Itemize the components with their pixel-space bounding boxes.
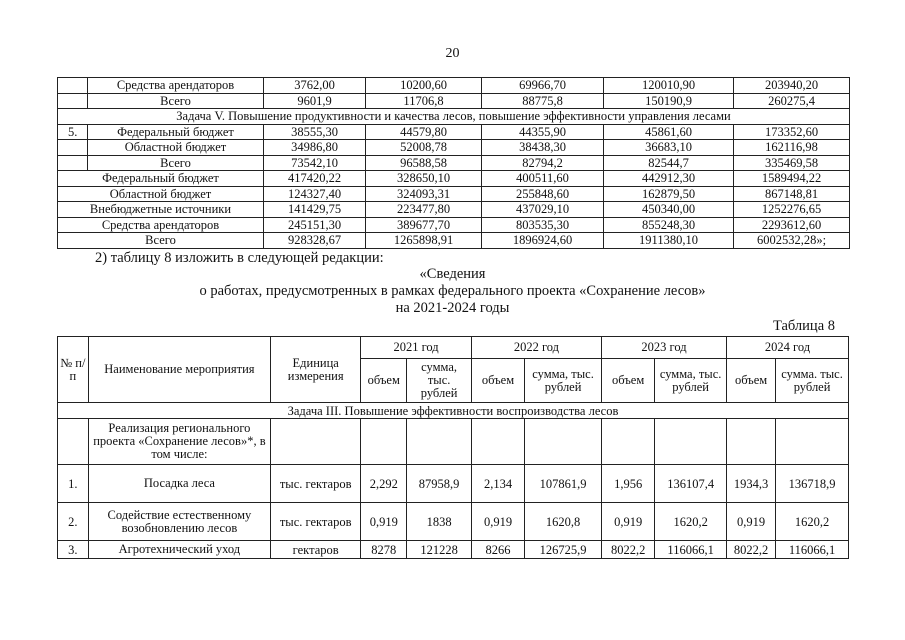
value-cell: 6002532,28»; (734, 233, 850, 249)
table-row (58, 109, 850, 125)
value-cell: 255848,60 (482, 186, 604, 202)
value-cell: 38555,30 (264, 124, 366, 140)
table-title-line1: «Сведения (419, 266, 486, 282)
value-cell: 162879,50 (604, 186, 734, 202)
table-row (58, 186, 850, 202)
table-row (58, 217, 850, 233)
value-cell: 9601,9 (264, 93, 366, 109)
table-row (58, 233, 850, 249)
empty-cell (776, 419, 849, 465)
value-cell: 1896924,60 (482, 233, 604, 249)
header-name: Наименование мероприятия (88, 337, 270, 403)
value-cell: 34986,80 (264, 140, 366, 156)
value-cell: 173352,60 (734, 124, 850, 140)
row-number (58, 78, 88, 94)
header-volume: объем (602, 359, 655, 403)
row-number (58, 140, 88, 156)
paragraph: 2) таблицу 8 изложить в следующей редакции: (95, 250, 384, 266)
value-cell: 400511,60 (482, 171, 604, 187)
header-sum: сумма. тыс. рублей (776, 359, 849, 403)
row-label: Федеральный бюджет (58, 171, 264, 187)
value-cell: 136107,4 (655, 465, 727, 503)
value-cell: 162116,98 (734, 140, 850, 156)
row-label: Областной бюджет (58, 186, 264, 202)
value-cell: 1589494,22 (734, 171, 850, 187)
row-label: Федеральный бюджет (88, 124, 264, 140)
header-sum: сумма, тыс. рублей (407, 359, 472, 403)
value-cell: 124327,40 (264, 186, 366, 202)
value-cell: 1252276,65 (734, 202, 850, 218)
value-cell: 87958,9 (407, 465, 472, 503)
value-cell: 450340,00 (604, 202, 734, 218)
row-label: Средства арендаторов (88, 78, 264, 94)
empty-cell (525, 419, 602, 465)
row-label: Областной бюджет (88, 140, 264, 156)
value-cell: 437029,10 (482, 202, 604, 218)
value-cell: 8022,2 (726, 541, 775, 559)
table-row (58, 503, 849, 541)
intro-cell: Реализация регионального проекта «Сохранение лесов»*, в том числе: (88, 419, 270, 465)
empty-cell (407, 419, 472, 465)
header-volume: объем (361, 359, 407, 403)
value-cell: 0,919 (361, 503, 407, 541)
row-label: Внебюджетные источники (58, 202, 264, 218)
value-cell: 245151,30 (264, 217, 366, 233)
empty-cell (655, 419, 727, 465)
empty-cell (602, 419, 655, 465)
value-cell: 116066,1 (776, 541, 849, 559)
empty-cell (58, 419, 89, 465)
value-cell: 203940,20 (734, 78, 850, 94)
value-cell: 442912,30 (604, 171, 734, 187)
value-cell: 1620,2 (776, 503, 849, 541)
row-label: Всего (58, 233, 264, 249)
value-cell: 1838 (407, 503, 472, 541)
empty-cell (271, 419, 361, 465)
value-cell: 328650,10 (366, 171, 482, 187)
value-cell: 44579,80 (366, 124, 482, 140)
row-label: Всего (88, 155, 264, 171)
value-cell: 324093,31 (366, 186, 482, 202)
row-number: 2. (58, 503, 89, 541)
value-cell: 69966,70 (482, 78, 604, 94)
header-unit: Единица измерения (271, 337, 361, 403)
row-number: 1. (58, 465, 89, 503)
header-year: 2021 год (361, 337, 472, 359)
value-cell: 8022,2 (602, 541, 655, 559)
header-volume: объем (471, 359, 524, 403)
row-number (58, 93, 88, 109)
value-cell: 803535,30 (482, 217, 604, 233)
empty-cell (726, 419, 775, 465)
value-cell: 0,919 (726, 503, 775, 541)
value-cell: 8278 (361, 541, 407, 559)
value-cell: 1620,8 (525, 503, 602, 541)
table-row (58, 465, 849, 503)
table-row (58, 155, 850, 171)
value-cell: 1265898,91 (366, 233, 482, 249)
row-name: Агротехнический уход (88, 541, 270, 559)
value-cell: 2,292 (361, 465, 407, 503)
value-cell: 3762,00 (264, 78, 366, 94)
value-cell: 0,919 (471, 503, 524, 541)
table-title-line3: на 2021-2024 годы (395, 300, 510, 316)
value-cell: 44355,90 (482, 124, 604, 140)
table-row (58, 124, 850, 140)
value-cell: 45861,60 (604, 124, 734, 140)
value-cell: 389677,70 (366, 217, 482, 233)
value-cell: 96588,58 (366, 155, 482, 171)
value-cell: 1911380,10 (604, 233, 734, 249)
task-row: Задача III. Повышение эффективности воспроизводства лесов (58, 403, 849, 419)
row-unit: гектаров (271, 541, 361, 559)
row-label: Всего (88, 93, 264, 109)
row-number: 5. (58, 124, 88, 140)
value-cell: 1,956 (602, 465, 655, 503)
value-cell: 2293612,60 (734, 217, 850, 233)
table-row (58, 171, 850, 187)
value-cell: 82794,2 (482, 155, 604, 171)
table-row (58, 93, 850, 109)
header-sum: сумма, тыс. рублей (655, 359, 727, 403)
value-cell: 150190,9 (604, 93, 734, 109)
value-cell: 928328,67 (264, 233, 366, 249)
value-cell: 260275,4 (734, 93, 850, 109)
value-cell: 73542,10 (264, 155, 366, 171)
budget-table (57, 77, 850, 249)
row-name: Содействие естественному возобновлению лесов (88, 503, 270, 541)
value-cell: 223477,80 (366, 202, 482, 218)
task-row: Задача V. Повышение продуктивности и качества лесов, повышение эффективности управления лесами (58, 109, 850, 125)
table-title-line2: о работах, предусмотренных в рамках федерального проекта «Сохранение лесов» (199, 283, 706, 299)
row-number: 3. (58, 541, 89, 559)
value-cell: 116066,1 (655, 541, 727, 559)
value-cell: 82544,7 (604, 155, 734, 171)
empty-cell (471, 419, 524, 465)
value-cell: 417420,22 (264, 171, 366, 187)
value-cell: 121228 (407, 541, 472, 559)
value-cell: 335469,58 (734, 155, 850, 171)
value-cell: 1620,2 (655, 503, 727, 541)
value-cell: 1934,3 (726, 465, 775, 503)
header-sum: сумма, тыс. рублей (525, 359, 602, 403)
table-row (58, 78, 850, 94)
table-label: Таблица 8 (772, 318, 835, 334)
header-year: 2022 год (471, 337, 601, 359)
row-unit: тыс. гектаров (271, 465, 361, 503)
value-cell: 120010,90 (604, 78, 734, 94)
empty-cell (361, 419, 407, 465)
value-cell: 10200,60 (366, 78, 482, 94)
table-row (58, 541, 849, 559)
header-year: 2024 год (726, 337, 848, 359)
value-cell: 36683,10 (604, 140, 734, 156)
value-cell: 2,134 (471, 465, 524, 503)
table-row (58, 140, 850, 156)
value-cell: 88775,8 (482, 93, 604, 109)
table-row (58, 202, 850, 218)
works-table (57, 336, 849, 559)
value-cell: 141429,75 (264, 202, 366, 218)
value-cell: 126725,9 (525, 541, 602, 559)
row-name: Посадка леса (88, 465, 270, 503)
value-cell: 136718,9 (776, 465, 849, 503)
header-year: 2023 год (602, 337, 727, 359)
header-num: № п/п (58, 337, 89, 403)
header-volume: объем (726, 359, 775, 403)
value-cell: 38438,30 (482, 140, 604, 156)
value-cell: 107861,9 (525, 465, 602, 503)
value-cell: 52008,78 (366, 140, 482, 156)
value-cell: 8266 (471, 541, 524, 559)
value-cell: 867148,81 (734, 186, 850, 202)
row-number (58, 155, 88, 171)
value-cell: 855248,30 (604, 217, 734, 233)
value-cell: 11706,8 (366, 93, 482, 109)
row-unit: тыс. гектаров (271, 503, 361, 541)
page-number: 20 (445, 46, 460, 61)
value-cell: 0,919 (602, 503, 655, 541)
row-label: Средства арендаторов (58, 217, 264, 233)
